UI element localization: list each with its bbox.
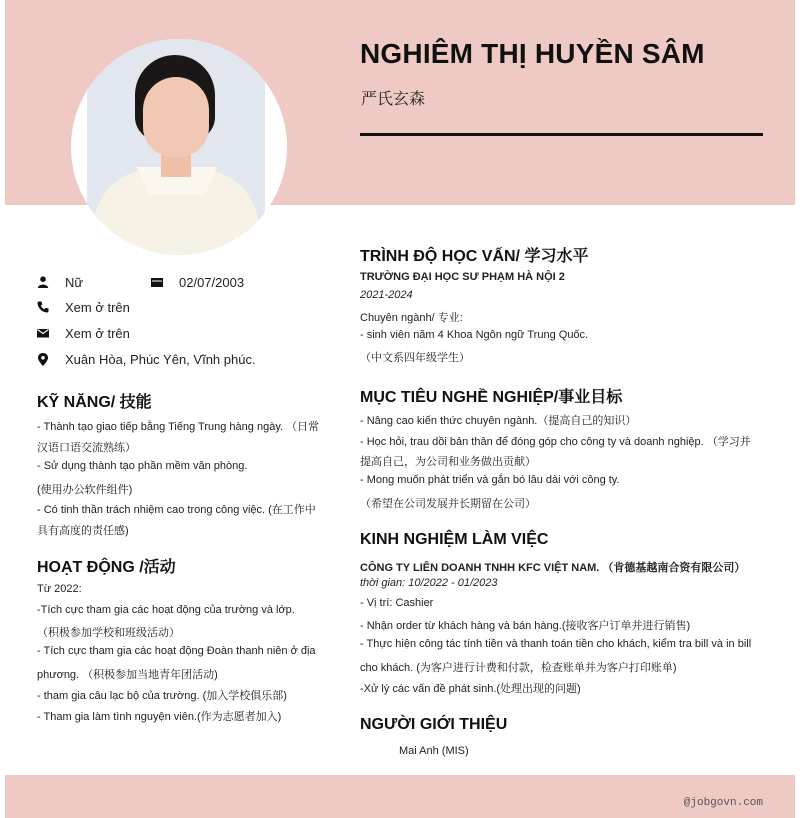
dob-value: 02/07/2003 — [179, 275, 245, 290]
candidate-name: NGHIÊM THỊ HUYỀN SÂM — [360, 38, 705, 69]
activities-line: - Tích cực tham gia các hoạt động Đoàn thanh niên ở địa — [37, 645, 316, 657]
address-value: Xuân Hòa, Phúc Yên, Vĩnh phúc. — [65, 352, 256, 367]
experience-line: - Nhận order từ khách hàng và bán hàng.(接收客户订单并进行销售) — [360, 620, 691, 632]
education-line: （中文系四年级学生） — [360, 352, 470, 364]
experience-period: thời gian: 10/2022 - 01/2023 — [360, 577, 498, 589]
name-divider — [360, 133, 763, 136]
objective-line: （希望在公司发展并长期留在公司） — [360, 498, 536, 510]
email-value: Xem ở trên — [65, 326, 130, 341]
gender-row — [37, 275, 83, 290]
mail-icon — [37, 327, 49, 339]
education-heading: TRÌNH ĐỘ HỌC VẤN/ 学习水平 — [360, 248, 589, 265]
education-line: Chuyên ngành/ 专业: — [360, 312, 463, 324]
activities-line: phương. （积极参加当地青年团活动) — [37, 669, 218, 681]
skills-line: 汉语口语交流熟练） — [37, 442, 136, 454]
objective-line: - Mong muốn phát triển và gắn bó lâu dài với công ty. — [360, 474, 620, 486]
phone-icon — [37, 301, 49, 313]
activities-line: （积极参加学校和班级活动） — [37, 627, 180, 639]
profile-photo — [87, 39, 265, 255]
footer-watermark: @jobgovn.com — [683, 797, 763, 809]
calendar-icon — [151, 276, 163, 288]
skills-line: (使用办公软件组件) — [37, 484, 133, 496]
activities-line: - tham gia câu lạc bộ của trường. (加入学校俱乐部) — [37, 690, 287, 702]
objective-line: - Nâng cao kiến thức chuyên ngành.（提高自己的知识） — [360, 415, 637, 427]
skills-heading: KỸ NĂNG/ 技能 — [37, 394, 152, 411]
experience-line: cho khách. (为客户进行计费和付款，检查账单并为客户打印账单) — [360, 662, 677, 674]
experience-company: CÔNG TY LIÊN DOANH TNHH KFC VIỆT NAM. （肯德基越南合资有限公司） — [360, 562, 746, 574]
avatar — [71, 39, 287, 255]
user-icon — [37, 276, 49, 288]
activities-line: -Tích cực tham gia các hoạt động của trường và lớp. — [37, 604, 295, 616]
experience-line: - Thực hiện công tác tính tiền và thanh toán tiền cho khách, kiểm tra bill và in bill — [360, 638, 752, 650]
location-icon — [37, 353, 49, 365]
reference-heading: NGƯỜI GIỚI THIỆU — [360, 716, 508, 733]
reference-name: Mai Anh (MIS) — [399, 745, 469, 757]
education-school: TRƯỜNG ĐẠI HỌC SƯ PHẠM HÀ NỘI 2 — [360, 271, 565, 283]
experience-line: -Xử lý các vấn đề phát sinh.(处理出现的问题) — [360, 683, 581, 695]
skills-line: - Có tinh thần trách nhiệm cao trong công việc. (在工作中 — [37, 504, 316, 516]
experience-heading: KINH NGHIỆM LÀM VIỆC — [360, 531, 549, 548]
gender-value: Nữ — [65, 275, 84, 290]
phone-value: Xem ở trên — [65, 300, 130, 315]
education-period: 2021-2024 — [360, 289, 413, 301]
email-row — [37, 326, 130, 341]
skills-line: - Thành tạo giao tiếp bằng Tiếng Trung hàng ngày. （日常 — [37, 421, 320, 433]
objective-line: - Học hỏi, trau dồi bản thân để đóng góp cho công ty và doanh nghiệp. （学习并 — [360, 436, 751, 448]
candidate-chinese-name: 严氏玄森 — [361, 91, 426, 108]
phone-row — [37, 300, 130, 315]
activities-line: Từ 2022: — [37, 583, 82, 595]
skills-line: - Sử dụng thành tạo phần mềm văn phòng. — [37, 460, 248, 472]
activities-heading: HOẠT ĐỘNG /活动 — [37, 559, 176, 576]
address-row — [37, 352, 256, 367]
dob-row — [151, 275, 244, 290]
skills-line: 具有高度的责任感) — [37, 525, 129, 537]
objective-heading: MỤC TIÊU NGHỀ NGHIỆP/事业目标 — [360, 389, 623, 406]
objective-line: 提高自己，为公司和业务做出贡献） — [360, 456, 536, 468]
activities-line: - Tham gia làm tình nguyện viên.(作为志愿者加入) — [37, 711, 282, 723]
experience-line: - Vị trí: Cashier — [360, 597, 434, 609]
footer-band — [5, 775, 795, 818]
education-line: - sinh viên năm 4 Khoa Ngôn ngữ Trung Quốc. — [360, 329, 589, 341]
